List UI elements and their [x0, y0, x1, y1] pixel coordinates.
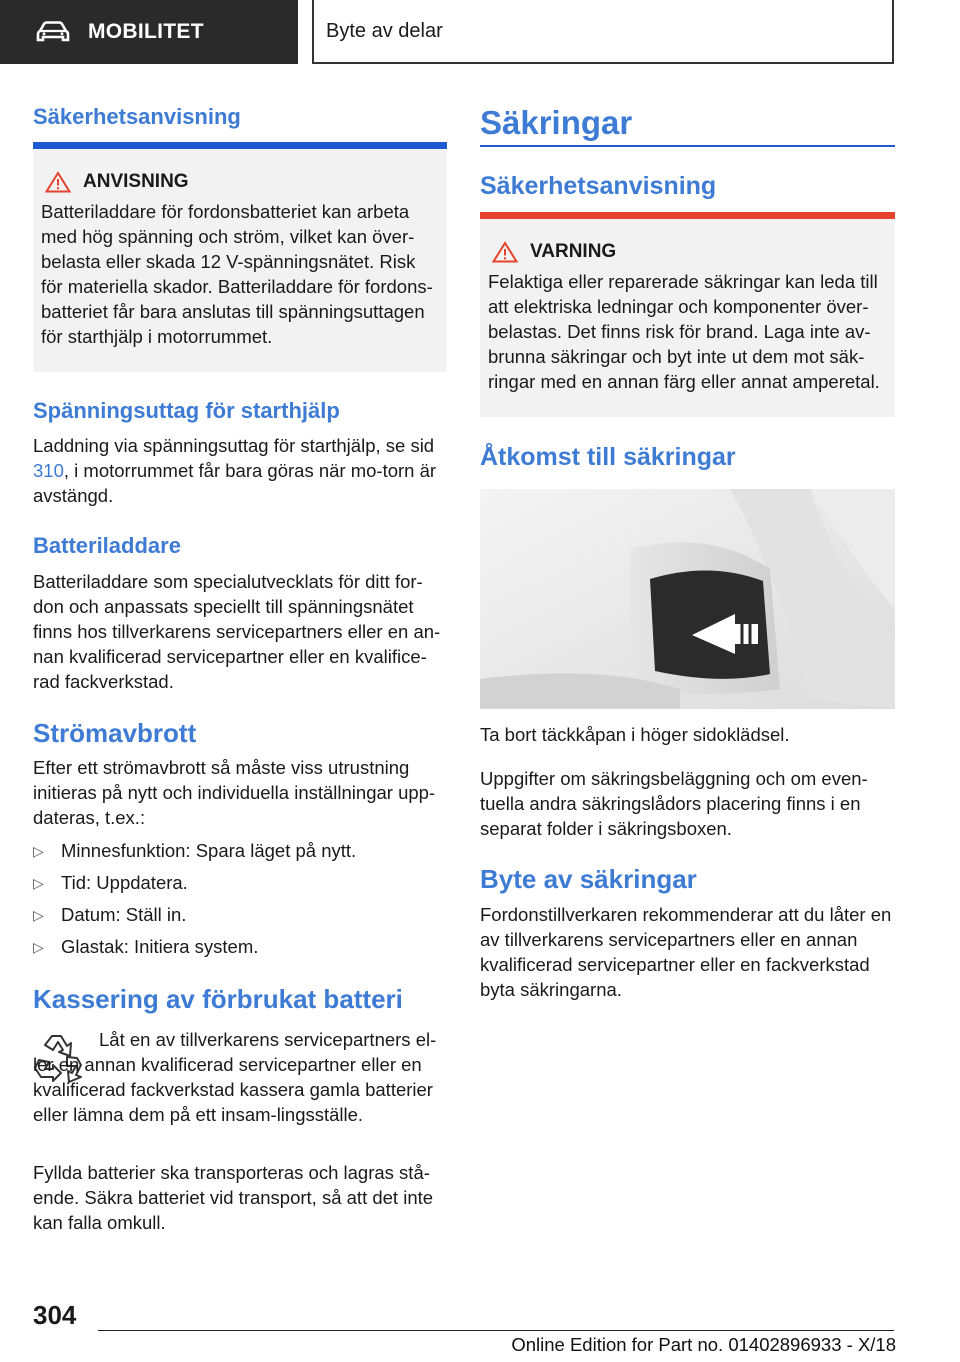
footer-edition: Online Edition for Part no. 01402896933 - X/18: [511, 1334, 896, 1355]
page-header-title: Byte av delar: [312, 0, 894, 64]
notice-text: Batteriladdare för fordonsbatteriet kan arbeta med hög spänning och ström, vilket kan över-belasta eller skada 12 V-spänningsnätet. Risk för materiella skador. Batteriladdare för fordons-batteriet får bara anslutas till spänningsuttagen för starthjälp i motorrummet.: [41, 201, 433, 347]
fuse-replace-text: Fordonstillverkaren rekommenderar att du låter en av tillverkarens servicepartners eller en annan kvalificerad servicepartner eller en fackverkstad byta säkringarna.: [480, 904, 892, 1000]
warning-label: VARNING: [530, 241, 617, 262]
triangle-bullet-icon: ▷: [33, 907, 44, 923]
warning-triangle-icon: [45, 171, 71, 193]
fuse-cover-photo: [480, 489, 895, 709]
triangle-bullet-icon: ▷: [33, 843, 44, 859]
bullet-item: ▷ Datum: Ställ in.: [33, 904, 187, 925]
footer-rule: [98, 1330, 894, 1331]
notice-label: ANVISNING: [83, 171, 189, 192]
bullet-item: ▷ Glastak: Initiera system.: [33, 936, 259, 957]
bullet-item: ▷ Tid: Uppdatera.: [33, 872, 188, 893]
notice-box: [33, 142, 447, 372]
battery-transport-text: Fyllda batterier ska transporteras och lagras stå-ende. Säkra batteriet vid transport, så att det inte kan falla omkull.: [33, 1162, 434, 1233]
triangle-bullet-icon: ▷: [33, 939, 44, 955]
safety-heading-right: Säkerhetsanvisning: [480, 172, 717, 200]
battery-disposal-heading: Kassering av förbrukat batteri: [33, 984, 403, 1014]
fuses-title: Säkringar: [480, 104, 633, 141]
fuse-info-text: Uppgifter om säkringsbeläggning och om even-tuella andra säkringslådors placering finns i en separat folder i säkringsboxen.: [480, 768, 868, 839]
charger-heading: Batteriladdare: [33, 533, 181, 558]
charger-text: Batteriladdare som specialutvecklats för ditt for-don och anpassats speciellt till spänningsnätet finns hos tillverkarens servicepartners eller en an-nan kvalificerad servicepartner eller en kvalifice-rad fackverkstad.: [33, 571, 441, 692]
bullet-item: ▷ Minnesfunktion: Spara läget på nytt.: [33, 840, 357, 861]
safety-heading-left: Säkerhetsanvisning: [33, 104, 241, 129]
warning-text: Felaktiga eller reparerade säkringar kan leda till att elektriska ledningar och komponenter över-belastas. Det finns risk för brand. Laga inte av-brunna säkringar och byt inte ut dem mot säk-ringar med en annan färg eller annat amperetal.: [488, 271, 880, 392]
power-outage-heading: Strömavbrott: [33, 718, 197, 748]
fuse-access-heading: Åtkomst till säkringar: [480, 443, 736, 471]
car-icon: [36, 21, 70, 43]
page-link-310[interactable]: 310: [33, 460, 64, 481]
warning-triangle-icon: [492, 241, 518, 263]
fuse-replace-heading: Byte av säkringar: [480, 864, 697, 894]
page-number: 304: [33, 1300, 77, 1330]
section-tab[interactable]: [0, 0, 298, 64]
jump-start-heading: Spänningsuttag för starthjälp: [33, 398, 340, 423]
triangle-bullet-icon: ▷: [33, 875, 44, 891]
battery-disposal-text: Låt en av tillverkarens servicepartners el-ler en annan kvalificerad servicepartner eller en kvalificerad fackverkstad kassera gamla batterier eller lämna dem på ett insam-lingsställe.: [33, 1029, 437, 1125]
photo-caption: Ta bort täckkåpan i höger sidoklädsel.: [480, 724, 790, 745]
power-outage-text: Efter ett strömavbrott så måste viss utrustning initieras på nytt och individuella inställningar upp-dateras, t.ex.:: [33, 757, 436, 828]
section-label: MOBILITET: [88, 20, 204, 43]
jump-start-text: Laddning via spänningsuttag för starthjälp, se sid 310, i motorrummet får bara göras när mo-torn är avstängd.: [33, 435, 437, 506]
warning-box: [480, 212, 895, 417]
title-rule: [480, 145, 895, 147]
